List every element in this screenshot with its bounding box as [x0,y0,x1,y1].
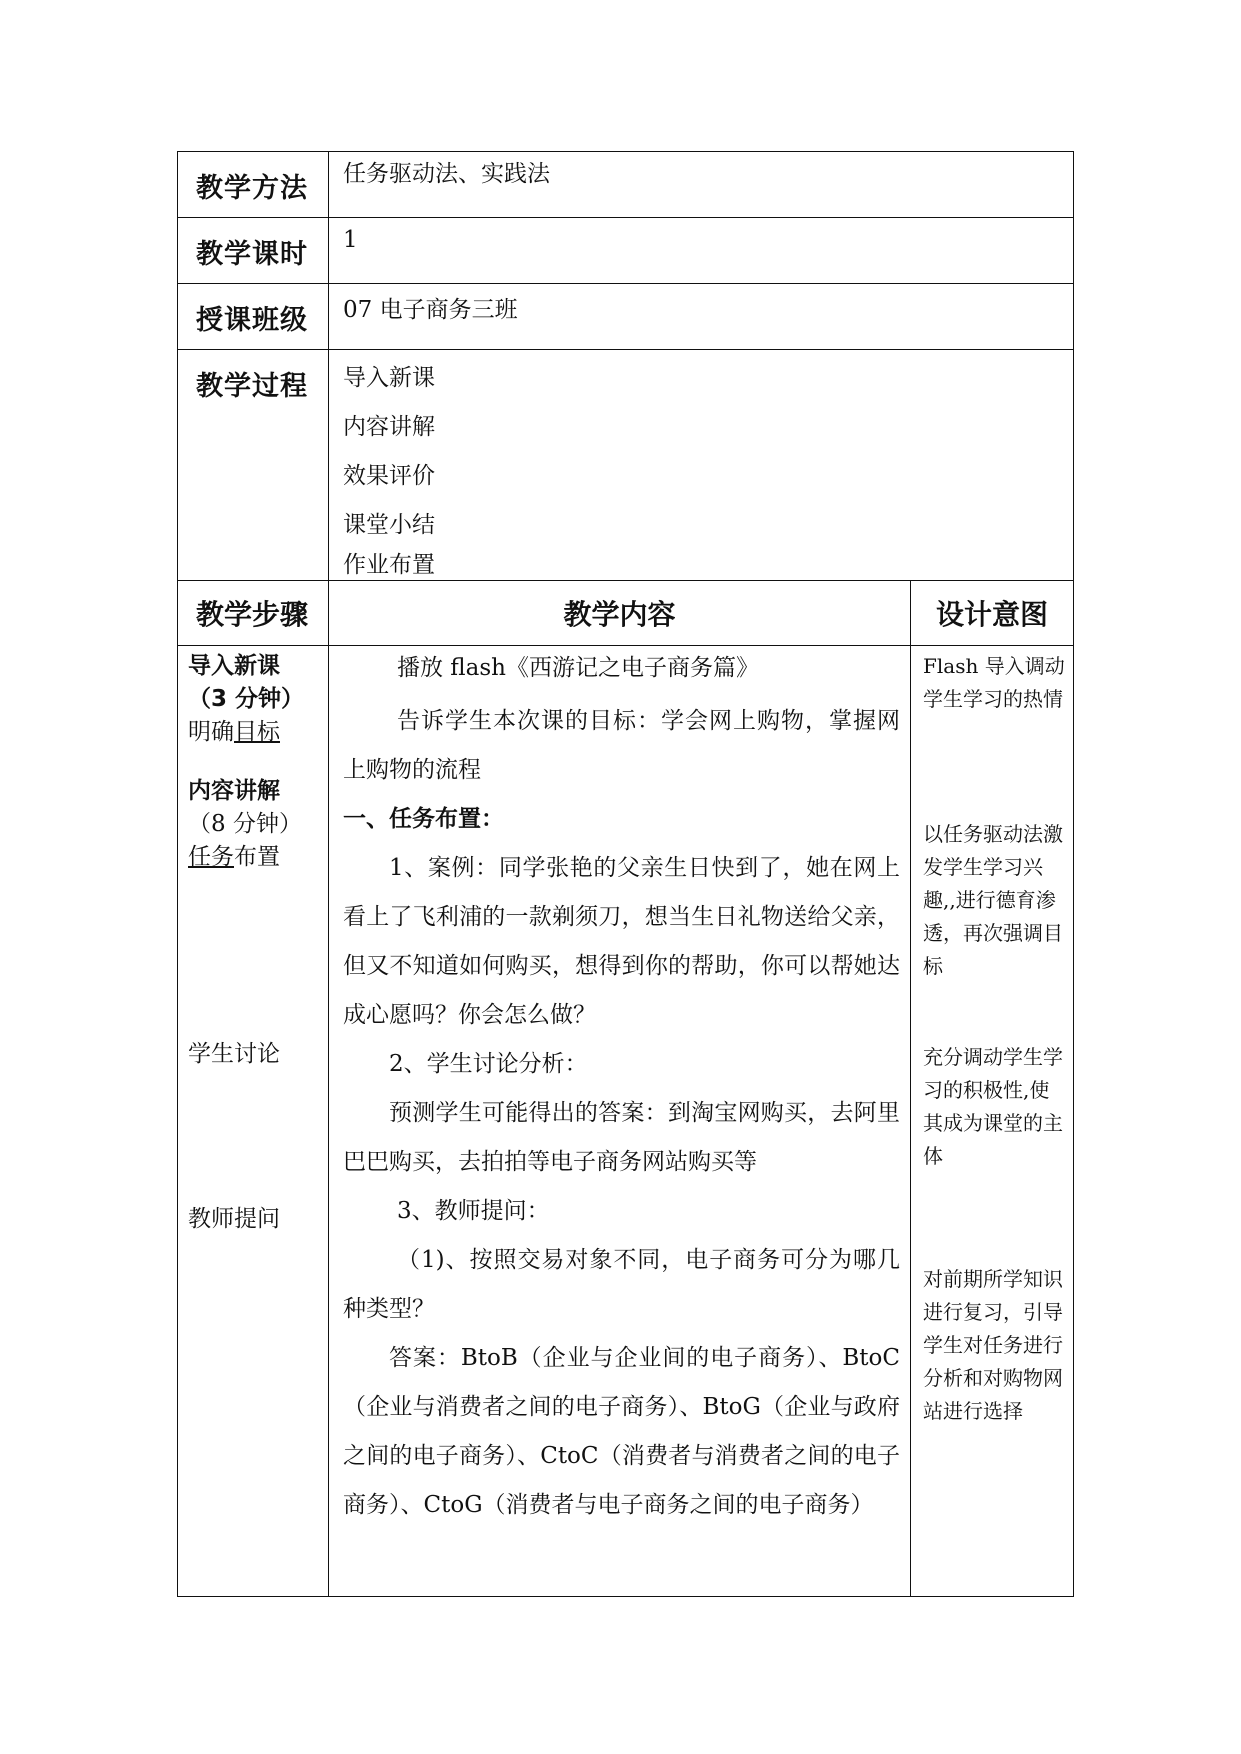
row-lesson-body [178,646,1074,1597]
row-column-headers [178,581,1074,646]
content-expected-answers: 预测学生可能得出的答案：到淘宝网购买，去阿里巴巴购买，去拍拍等电子商务网站购买等 [343,1100,900,1175]
step-teacher-question: 教师提问 [188,1206,280,1232]
value-class: 07 电子商务三班 [329,284,1074,350]
content-teacher-question: 3、教师提问： [397,1198,550,1224]
process-item: 内容讲解 [343,414,435,440]
content-answer: 答案：BtoB（企业与企业间的电子商务）、BtoC（企业与消费者之间的电子商务）、BtoG（企业与政府之间的电子商务）、CtoC（消费者与消费者之间的电子商务）、CtoG（消费者与电子商务之间的电子商务） [343,1345,900,1518]
value-teaching-hours: 1 [329,218,1074,284]
intent-column [911,646,1074,1597]
value-teaching-method: 任务驱动法、实践法 [329,152,1074,218]
step-explain-title: 内容讲解 [188,778,280,804]
row-teaching-process [178,350,1074,581]
content-column [329,646,911,1597]
content-goal: 告诉学生本次课的目标：学会网上购物，掌握网上购物的流程 [343,708,900,783]
step-intro-title: 导入新课 [188,653,280,679]
intent-task-driven: 以任务驱动法激发学生学习兴趣,,进行德育渗透，再次强调目标 [923,822,1063,978]
label-teaching-process: 教学过程 [178,350,329,581]
row-teaching-method [178,152,1074,218]
step-explain-task [188,841,328,874]
process-list [343,354,1073,580]
lesson-plan-table [177,151,1074,1597]
value-teaching-process [329,350,1074,581]
step-intro-goal-text: 明确 [188,719,234,745]
header-steps: 教学步骤 [178,581,329,646]
step-explain-time: （8 分钟） [188,811,302,837]
step-discussion: 学生讨论 [188,1041,280,1067]
intent-flash: Flash 导入调动学生学习的热情 [923,654,1065,711]
step-intro-goal-underlined: 目标 [234,719,280,745]
label-class: 授课班级 [178,284,329,350]
content-section-task: 一、任务布置： [343,806,504,832]
content-case: 1、案例：同学张艳的父亲生日快到了，她在网上看上了飞利浦的一款剃须刀，想当生日礼物送给父亲，但又不知道如何购买，想得到你的帮助，你可以帮她达成心愿吗？你会怎么做？ [343,855,900,1028]
label-teaching-hours: 教学课时 [178,218,329,284]
intent-review: 对前期所学知识进行复习，引导学生对任务进行分析和对购物网站进行选择 [923,1267,1063,1423]
content-discussion: 2、学生讨论分析： [389,1051,588,1077]
process-item: 效果评价 [343,463,435,489]
steps-column [178,646,329,1597]
step-intro-time: （3 分钟） [188,686,305,712]
content-question-1: （1)、按照交易对象不同，电子商务可分为哪几种类型？ [343,1247,900,1322]
row-teaching-hours [178,218,1074,284]
process-item: 课堂小结 [343,512,435,538]
intent-engagement: 充分调动学生学习的积极性,使其成为课堂的主体 [923,1045,1063,1168]
step-explain-task-underlined: 任务 [188,844,234,870]
header-content: 教学内容 [329,581,911,646]
header-intent: 设计意图 [911,581,1074,646]
row-class [178,284,1074,350]
step-explain-task-text: 布置 [234,844,280,870]
step-intro-goal [188,716,328,749]
process-item: 作业布置 [343,552,435,578]
process-item: 导入新课 [343,365,435,391]
label-teaching-method: 教学方法 [178,152,329,218]
content-play-flash: 播放 flash《西游记之电子商务篇》 [397,655,759,681]
